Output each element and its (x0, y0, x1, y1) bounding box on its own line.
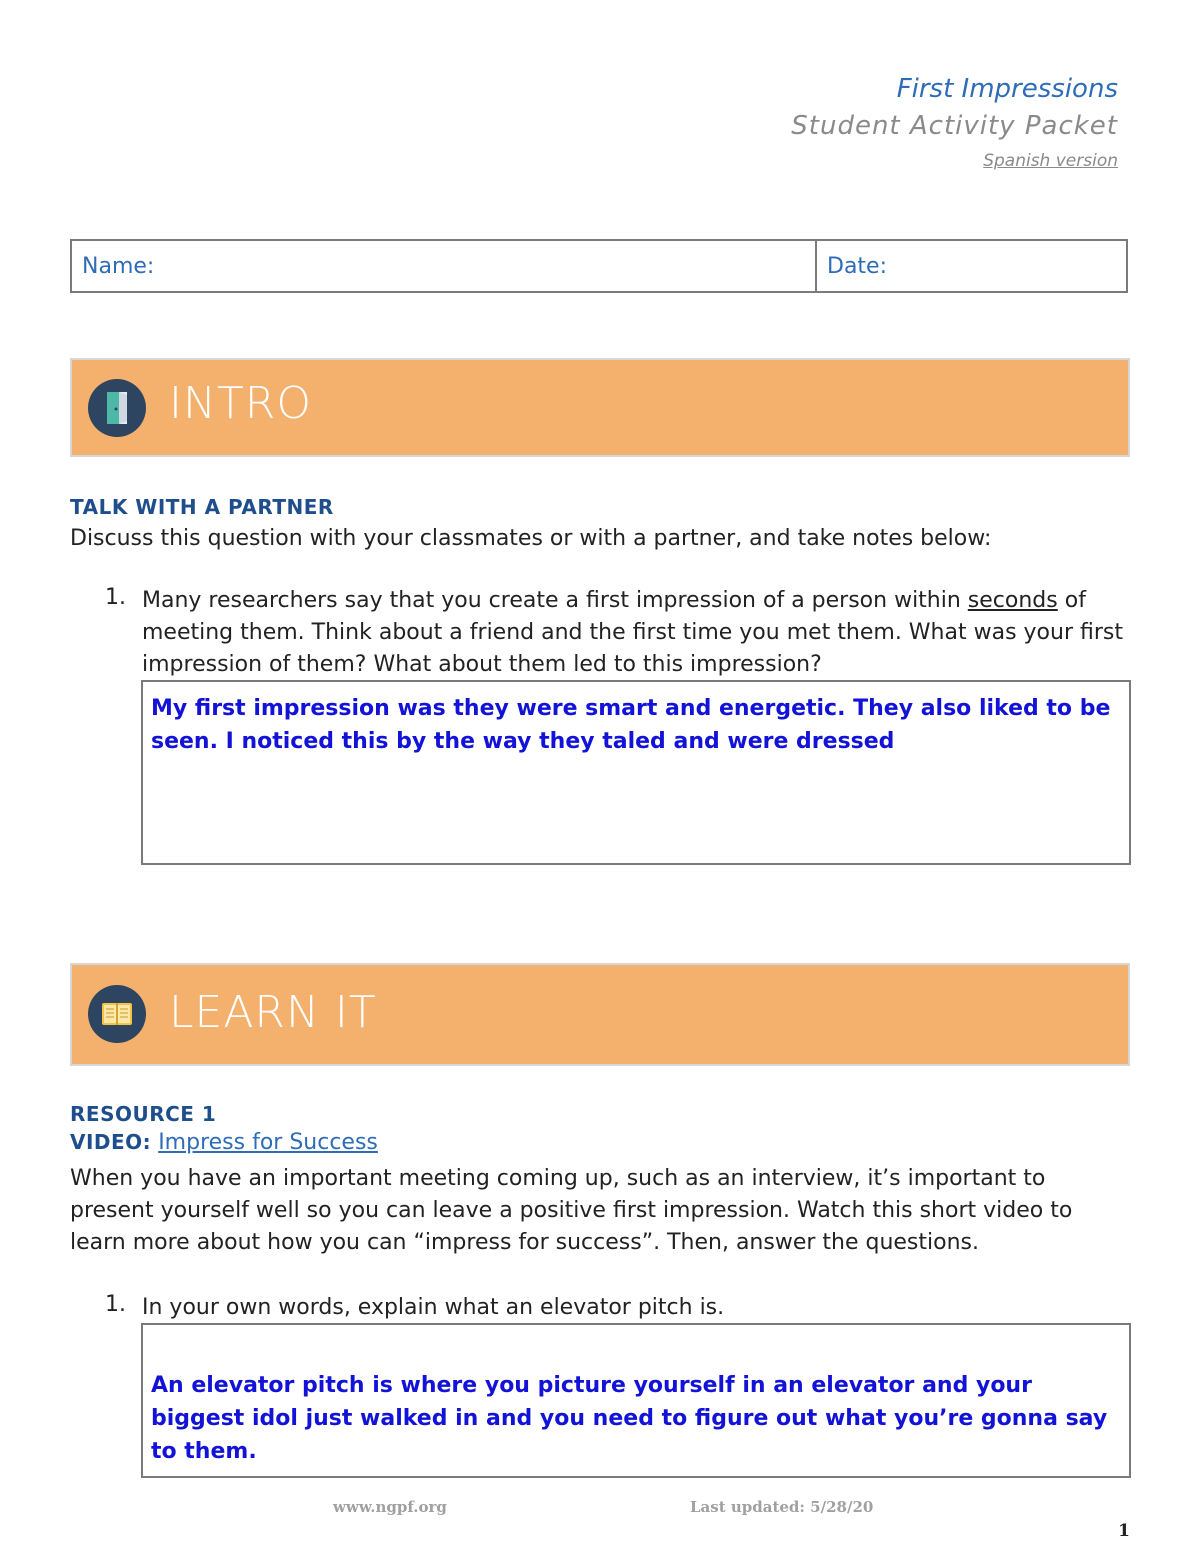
intro-banner-title: INTRO (169, 378, 312, 429)
resource-description: When you have an important meeting coming up, such as an interview, it’s important to present yourself well so you can leave a positive first impression. Watch this short video to learn more about how you can “impress for success”. Then, answer the questions. (70, 1166, 1073, 1255)
intro-question-number: 1. (105, 585, 126, 610)
intro-instructions: Discuss this question with your classmates or with a partner, and take notes below: (70, 526, 992, 551)
learn-question-text: In your own words, explain what an elevator pitch is. (142, 1295, 725, 1320)
book-icon (88, 985, 146, 1043)
page-number: 1 (1118, 1521, 1130, 1541)
learn-answer-text: An elevator pitch is where you picture yourself in an elevator and your biggest idol just walked in and you need to figure out what you’re gonna say to them. (151, 1373, 1108, 1464)
intro-answer-box[interactable] (141, 680, 1131, 865)
name-field[interactable] (72, 241, 817, 291)
document-subtitle: Student Activity Packet (791, 111, 1118, 141)
spanish-version-link[interactable]: Spanish version (983, 151, 1118, 171)
learn-it-banner-title: LEARN IT (169, 987, 377, 1038)
intro-question-part1: Many researchers say that you create a first impression of a person within (142, 588, 968, 613)
learn-it-banner (70, 963, 1130, 1066)
document-title: First Impressions (896, 74, 1118, 104)
video-line (70, 1130, 378, 1155)
footer-last-updated: Last updated: 5/28/20 (690, 1498, 874, 1516)
learn-question-number: 1. (105, 1292, 126, 1317)
intro-question-text (142, 585, 1132, 681)
resource-heading: RESOURCE 1 (70, 1102, 217, 1126)
video-label: VIDEO: (70, 1130, 152, 1154)
footer-website: www.ngpf.org (333, 1498, 447, 1516)
name-label: Name: (82, 253, 155, 279)
intro-question-part2: of meeting them. Think about a friend and the first time you met them. What was your first impression of them? What about them led to this impression? (142, 588, 1123, 677)
video-link[interactable]: Impress for Success (158, 1130, 378, 1155)
intro-answer-text: My first impression was they were smart and energetic. They also liked to be seen. I noticed this by the way they taled and were dressed (151, 696, 1111, 754)
date-label: Date: (827, 253, 887, 279)
learn-answer-box[interactable] (141, 1323, 1131, 1478)
intro-question-emphasis: seconds (967, 588, 1058, 613)
name-date-table (70, 239, 1128, 293)
date-field[interactable] (817, 241, 1126, 291)
door-icon (88, 379, 146, 437)
talk-with-partner-heading: TALK WITH A PARTNER (70, 495, 334, 519)
intro-banner (70, 358, 1130, 457)
